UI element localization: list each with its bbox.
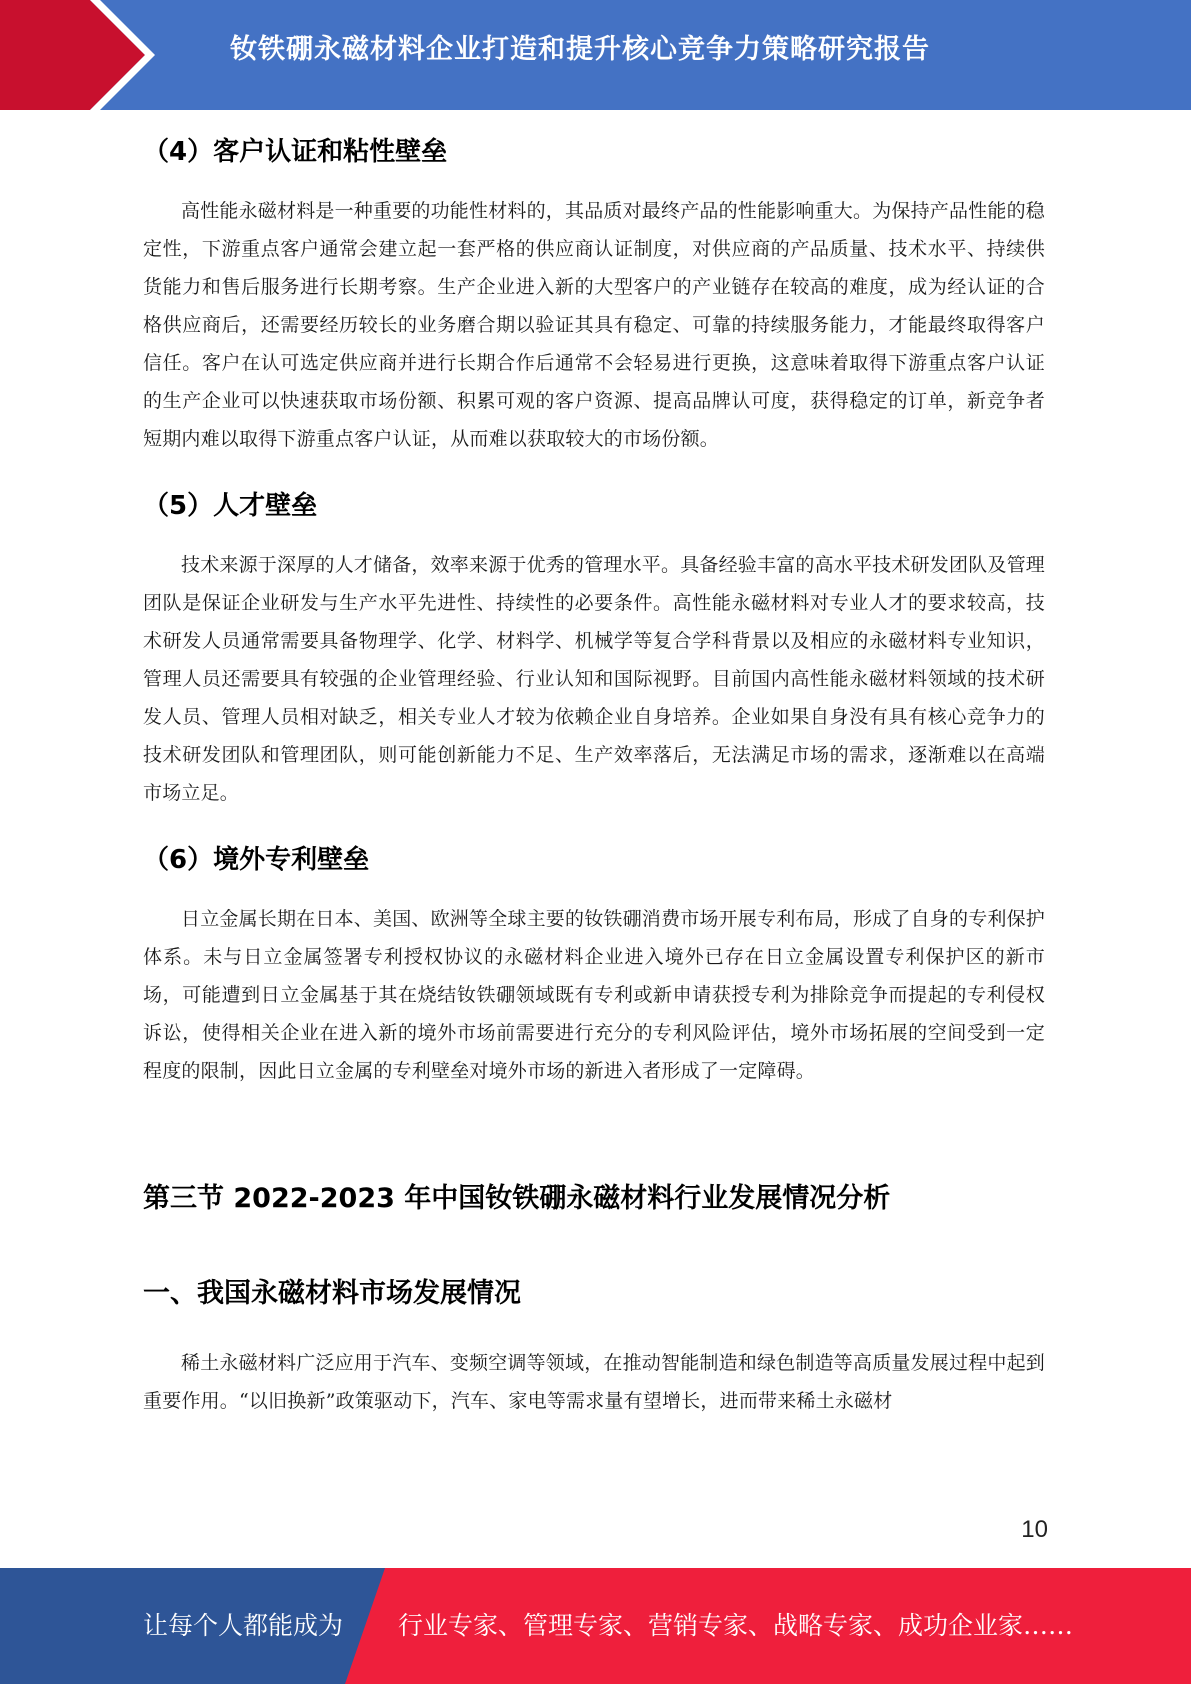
report-footer <box>0 1568 1191 1684</box>
footer-slogan-right: 行业专家、管理专家、营销专家、战略专家、成功企业家…… <box>398 1611 1074 1640</box>
paragraph-overseas-patent-barrier: 日立金属长期在日本、美国、欧洲等全球主要的钕铁硼消费市场开展专利布局，形成了自身的专利保护体系。未与日立金属签署专利授权协议的永磁材料企业进入境外已存在日立金属设置专利保护区的新市场，可能遭到日立金属基于其在烧结钕铁硼领域既有专利或新申请获授专利为排除竞争而提起的专利侵权诉讼，使得相关企业在进入新的境外市场前需要进行充分的专利风险评估，境外市场拓展的空间受到一定程度的限制，因此日立金属的专利壁垒对境外市场的新进入者形成了一定障碍。 <box>143 908 1046 1082</box>
report-title: 钕铁硼永磁材料企业打造和提升核心竞争力策略研究报告 <box>230 34 930 65</box>
footer-slogan-left: 让每个人都能成为 <box>143 1611 344 1640</box>
paragraph-market-development: 稀土永磁材料广泛应用于汽车、变频空调等领域，在推动智能制造和绿色制造等高质量发展过程中起到重要作用。“以旧换新”政策驱动下，汽车、家电等需求量有望增长，进而带来稀土永磁材 <box>143 1352 1046 1412</box>
paragraph-customer-certification: 高性能永磁材料是一种重要的功能性材料的，其品质对最终产品的性能影响重大。为保持产品性能的稳定性，下游重点客户通常会建立起一套严格的供应商认证制度，对供应商的产品质量、技术水平、持续供货能力和售后服务进行长期考察。生产企业进入新的大型客户的产业链存在较高的难度，成为经认证的合格供应商后，还需要经历较长的业务磨合期以验证其具有稳定、可靠的持续服务能力，才能最终取得客户信任。客户在认可选定供应商并进行长期合作后通常不会轻易进行更换，这意味着取得下游重点客户认证的生产企业可以快速获取市场份额、积累可观的客户资源、提高品牌认可度，获得稳定的订单，新竞争者短期内难以取得下游重点客户认证，从而难以获取较大的市场份额。 <box>143 200 1046 450</box>
heading-overseas-patent-barrier: （6）境外专利壁垒 <box>143 845 370 875</box>
heading-talent-barrier: （5）人才壁垒 <box>143 491 318 521</box>
page-number: 10 <box>1021 1516 1048 1543</box>
part-one-heading: 一、我国永磁材料市场发展情况 <box>143 1278 521 1309</box>
paragraph-talent-barrier: 技术来源于深厚的人才储备，效率来源于优秀的管理水平。具备经验丰富的高水平技术研发团队及管理团队是保证企业研发与生产水平先进性、持续性的必要条件。高性能永磁材料对专业人才的要求较高，技术研发人员通常需要具备物理学、化学、材料学、机械学等复合学科背景以及相应的永磁材料专业知识，管理人员还需要具有较强的企业管理经验、行业认知和国际视野。目前国内高性能永磁材料领域的技术研发人员、管理人员相对缺乏，相关专业人才较为依赖企业自身培养。企业如果自身没有具有核心竞争力的技术研发团队和管理团队，则可能创新能力不足、生产效率落后，无法满足市场的需求，逐渐难以在高端市场立足。 <box>143 554 1046 804</box>
heading-customer-certification: （4）客户认证和粘性壁垒 <box>143 137 448 167</box>
section-three-heading: 第三节 2022-2023 年中国钕铁硼永磁材料行业发展情况分析 <box>143 1183 891 1214</box>
document-body <box>143 118 1045 1434</box>
report-header <box>0 0 1191 110</box>
chevron-logo-icon <box>0 0 200 110</box>
